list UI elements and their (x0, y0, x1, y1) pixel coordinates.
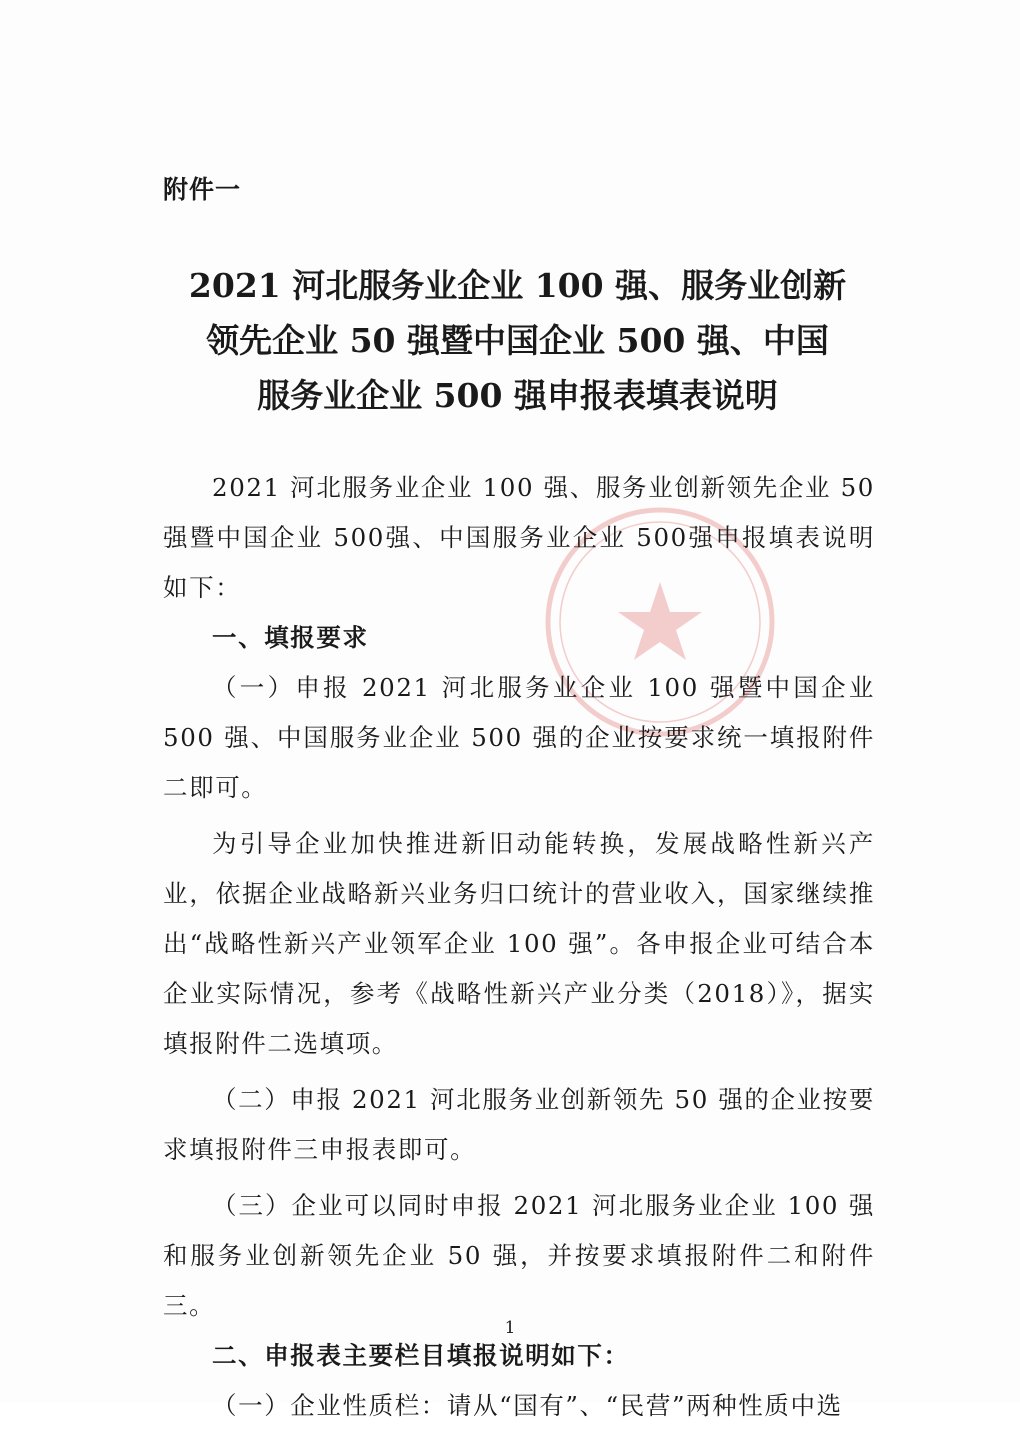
section-1-item-2: （二）申报 2021 河北服务业创新领先 50 强的企业按要求填报附件三申报表即可。 (163, 1085, 875, 1164)
document-body (163, 463, 875, 1431)
intro-paragraph: 2021 河北服务业企业 100 强、服务业创新领先企业 50 强暨中国企业 500强、中国服务业企业 500强申报填表说明如下： (163, 473, 875, 602)
document-title (150, 258, 885, 423)
section-2-item-1: （一）企业性质栏：请从“国有”、“民营”两种性质中选 (212, 1391, 843, 1420)
section-1-heading: 一、填报要求 (212, 623, 369, 652)
section-2-heading: 二、申报表主要栏目填报说明如下： (212, 1341, 630, 1370)
section-1-item-1-note: 为引导企业加快推进新旧动能转换，发展战略性新兴产业，依据企业战略新兴业务归口统计的营业收入，国家继续推出“战略性新兴产业领军企业 100 强”。各申报企业可结合本企业实际情况，参考《战略性新兴产业分类（2018）》，据实填报附件二选填项。 (163, 829, 875, 1058)
title-line-3: 服务业企业 500 强申报表填表说明 (257, 376, 778, 415)
section-1-item-3: （三）企业可以同时申报 2021 河北服务业企业 100 强和服务业创新领先企业 50 强，并按要求填报附件二和附件三。 (163, 1191, 875, 1320)
title-line-1: 2021 河北服务业企业 100 强、服务业创新 (188, 266, 847, 305)
page-number: 1 (504, 1318, 516, 1338)
section-1-item-1: （一）申报 2021 河北服务业企业 100 强暨中国企业 500 强、中国服务业企业 500 强的企业按要求统一填报附件二即可。 (163, 673, 875, 802)
title-line-2: 领先企业 50 强暨中国企业 500 强、中国 (206, 321, 829, 360)
annex-label: 附件一 (163, 175, 242, 204)
